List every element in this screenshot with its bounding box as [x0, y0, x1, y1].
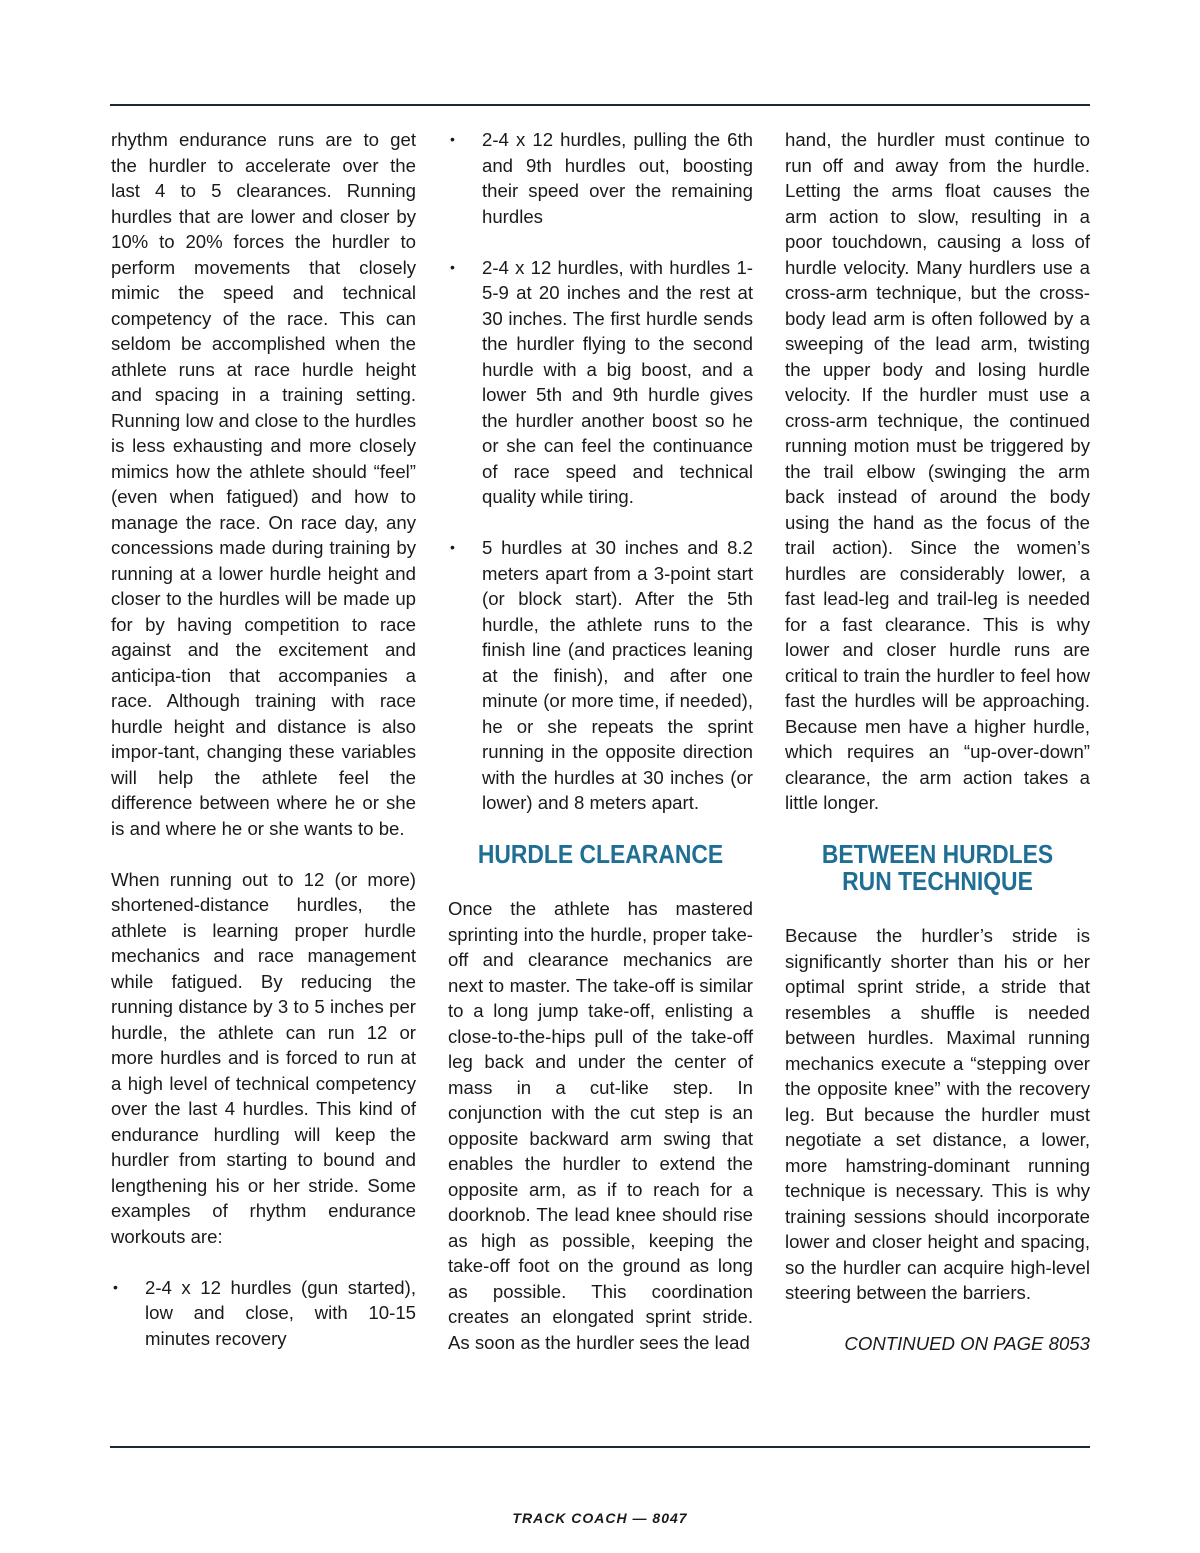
bottom-rule	[110, 1446, 1090, 1448]
section-heading-between-hurdles: BETWEEN HURDLES RUN TECHNIQUE	[821, 839, 1054, 896]
paragraph: rhythm endurance runs are to get the hurdler to accelerate over the last 4 to 5 clearances. Running hurdles that are lower and closer by 10% to 20% forces the hurdler to perform movements that closely mimic the speed and technical competency of the race. This can seldom be accomplished when the athlete runs at race hurdle height and spacing in a training setting. Running low and close to the hurdles is less exhausting and more closely mimics how the athlete should “feel” (even when fatigued) and how to manage the race. On race day, any concessions made during training by running at a lower hurdle height and closer to the hurdles will be made up for by having competition to race against and the excitement and anticipa-tion that accompanies a race. Although training with race hurdle height and distance is also impor-tant, changing these variables will help the athlete feel the difference between where he or she is and where he or she wants to be.	[111, 129, 416, 839]
workout-list	[448, 127, 753, 816]
list-item: • 2-4 x 12 hurdles, pulling the 6th and 9th hurdles out, boosting their speed over the remaining hurdles	[448, 127, 753, 229]
paragraph: Because the hurdler’s stride is significantly shorter than his or her optimal sprint stride, a stride that resembles a shuffle is needed between hurdles. Maximal running mechanics execute a “stepping over the opposite knee” with the recovery leg. But because the hurdler must negotiate a set distance, a lower, more hamstring-dominant running technique is necessary. This is why training sessions should incorporate lower and closer height and spacing, so the hurdler can acquire high-level steering between the barriers.	[785, 925, 1090, 1303]
column-2	[448, 127, 753, 1381]
column-3	[785, 127, 1090, 1357]
paragraph: Once the athlete has mastered sprinting into the hurdle, proper take-off and clearance mechanics are next to master. The take-off is similar to a long jump take-off, enlisting a close-to-the-hips pull of the take-off leg back and under the center of mass in a cut-like step. In conjunction with the cut step is an opposite backward arm swing that enables the hurdler to extend the opposite arm, as if to reach for a doorknob. The lead knee should rise as high as possible, keeping the take-off foot on the ground as long as possible. This coordination creates an elongated sprint stride. As soon as the hurdler sees the lead	[448, 898, 753, 1353]
list-item: • 2-4 x 12 hurdles (gun started), low and close, with 10-15 minutes recovery	[111, 1275, 416, 1352]
column-1	[111, 127, 416, 1377]
top-rule	[110, 104, 1090, 106]
paragraph: hand, the hurdler must continue to run off and away from the hurdle. Letting the arms float causes the arm action to slow, resulting in a poor touchdown, causing a loss of hurdle velocity. Many hurdlers use a cross-arm technique, but the cross-body lead arm is often followed by a sweeping of the lead arm, twisting the upper body and losing hurdle velocity. If the hurdler must use a cross-arm technique, the continued running motion must be triggered by the trail elbow (swinging the arm back instead of around the body using the hand as the focus of the trail action). Since the women’s hurdles are considerably lower, a fast lead-leg and trail-leg is needed for a fast clearance. This is why lower and closer hurdle runs are critical to train the hurdler to feel how fast the hurdles will be approaching. Because men have a higher hurdle, which requires an “up-over-down” clearance, the arm action takes a little longer.	[785, 129, 1090, 813]
list-item: • 2-4 x 12 hurdles, with hurdles 1-5-9 at 20 inches and the rest at 30 inches. The first hurdle sends the hurdler flying to the second hurdle with a big boost, and a lower 5th and 9th hurdle gives the hurdler another boost so he or she can feel the continuance of race speed and technical quality while tiring.	[448, 255, 753, 510]
workout-list	[111, 1275, 416, 1352]
paragraph: When running out to 12 (or more) shortened-distance hurdles, the athlete is learning proper hurdle mechanics and race management while fatigued. By reducing the running distance by 3 to 5 inches per hurdle, the athlete can run 12 or more hurdles and is forced to run at a high level of technical competency over the last 4 hurdles. This kind of endurance hurdling will keep the hurdler from starting to bound and lengthening his or her stride. Some examples of rhythm endurance workouts are:	[111, 868, 416, 1247]
section-heading-hurdle-clearance: HURDLE CLEARANCE	[477, 839, 724, 869]
list-item: • 5 hurdles at 30 inches and 8.2 meters apart from a 3-point start (or block start). After the 5th hurdle, the athlete runs to the finish line (and practices leaning at the finish), and after one minute (or more time, if needed), he or she repeats the sprint running in the opposite direction with the hurdles at 30 inches (or lower) and 8 meters apart.	[448, 535, 753, 816]
page-footer: TRACK COACH — 8047	[512, 1510, 688, 1526]
continued-note: CONTINUED ON PAGE 8053	[844, 1333, 1090, 1354]
